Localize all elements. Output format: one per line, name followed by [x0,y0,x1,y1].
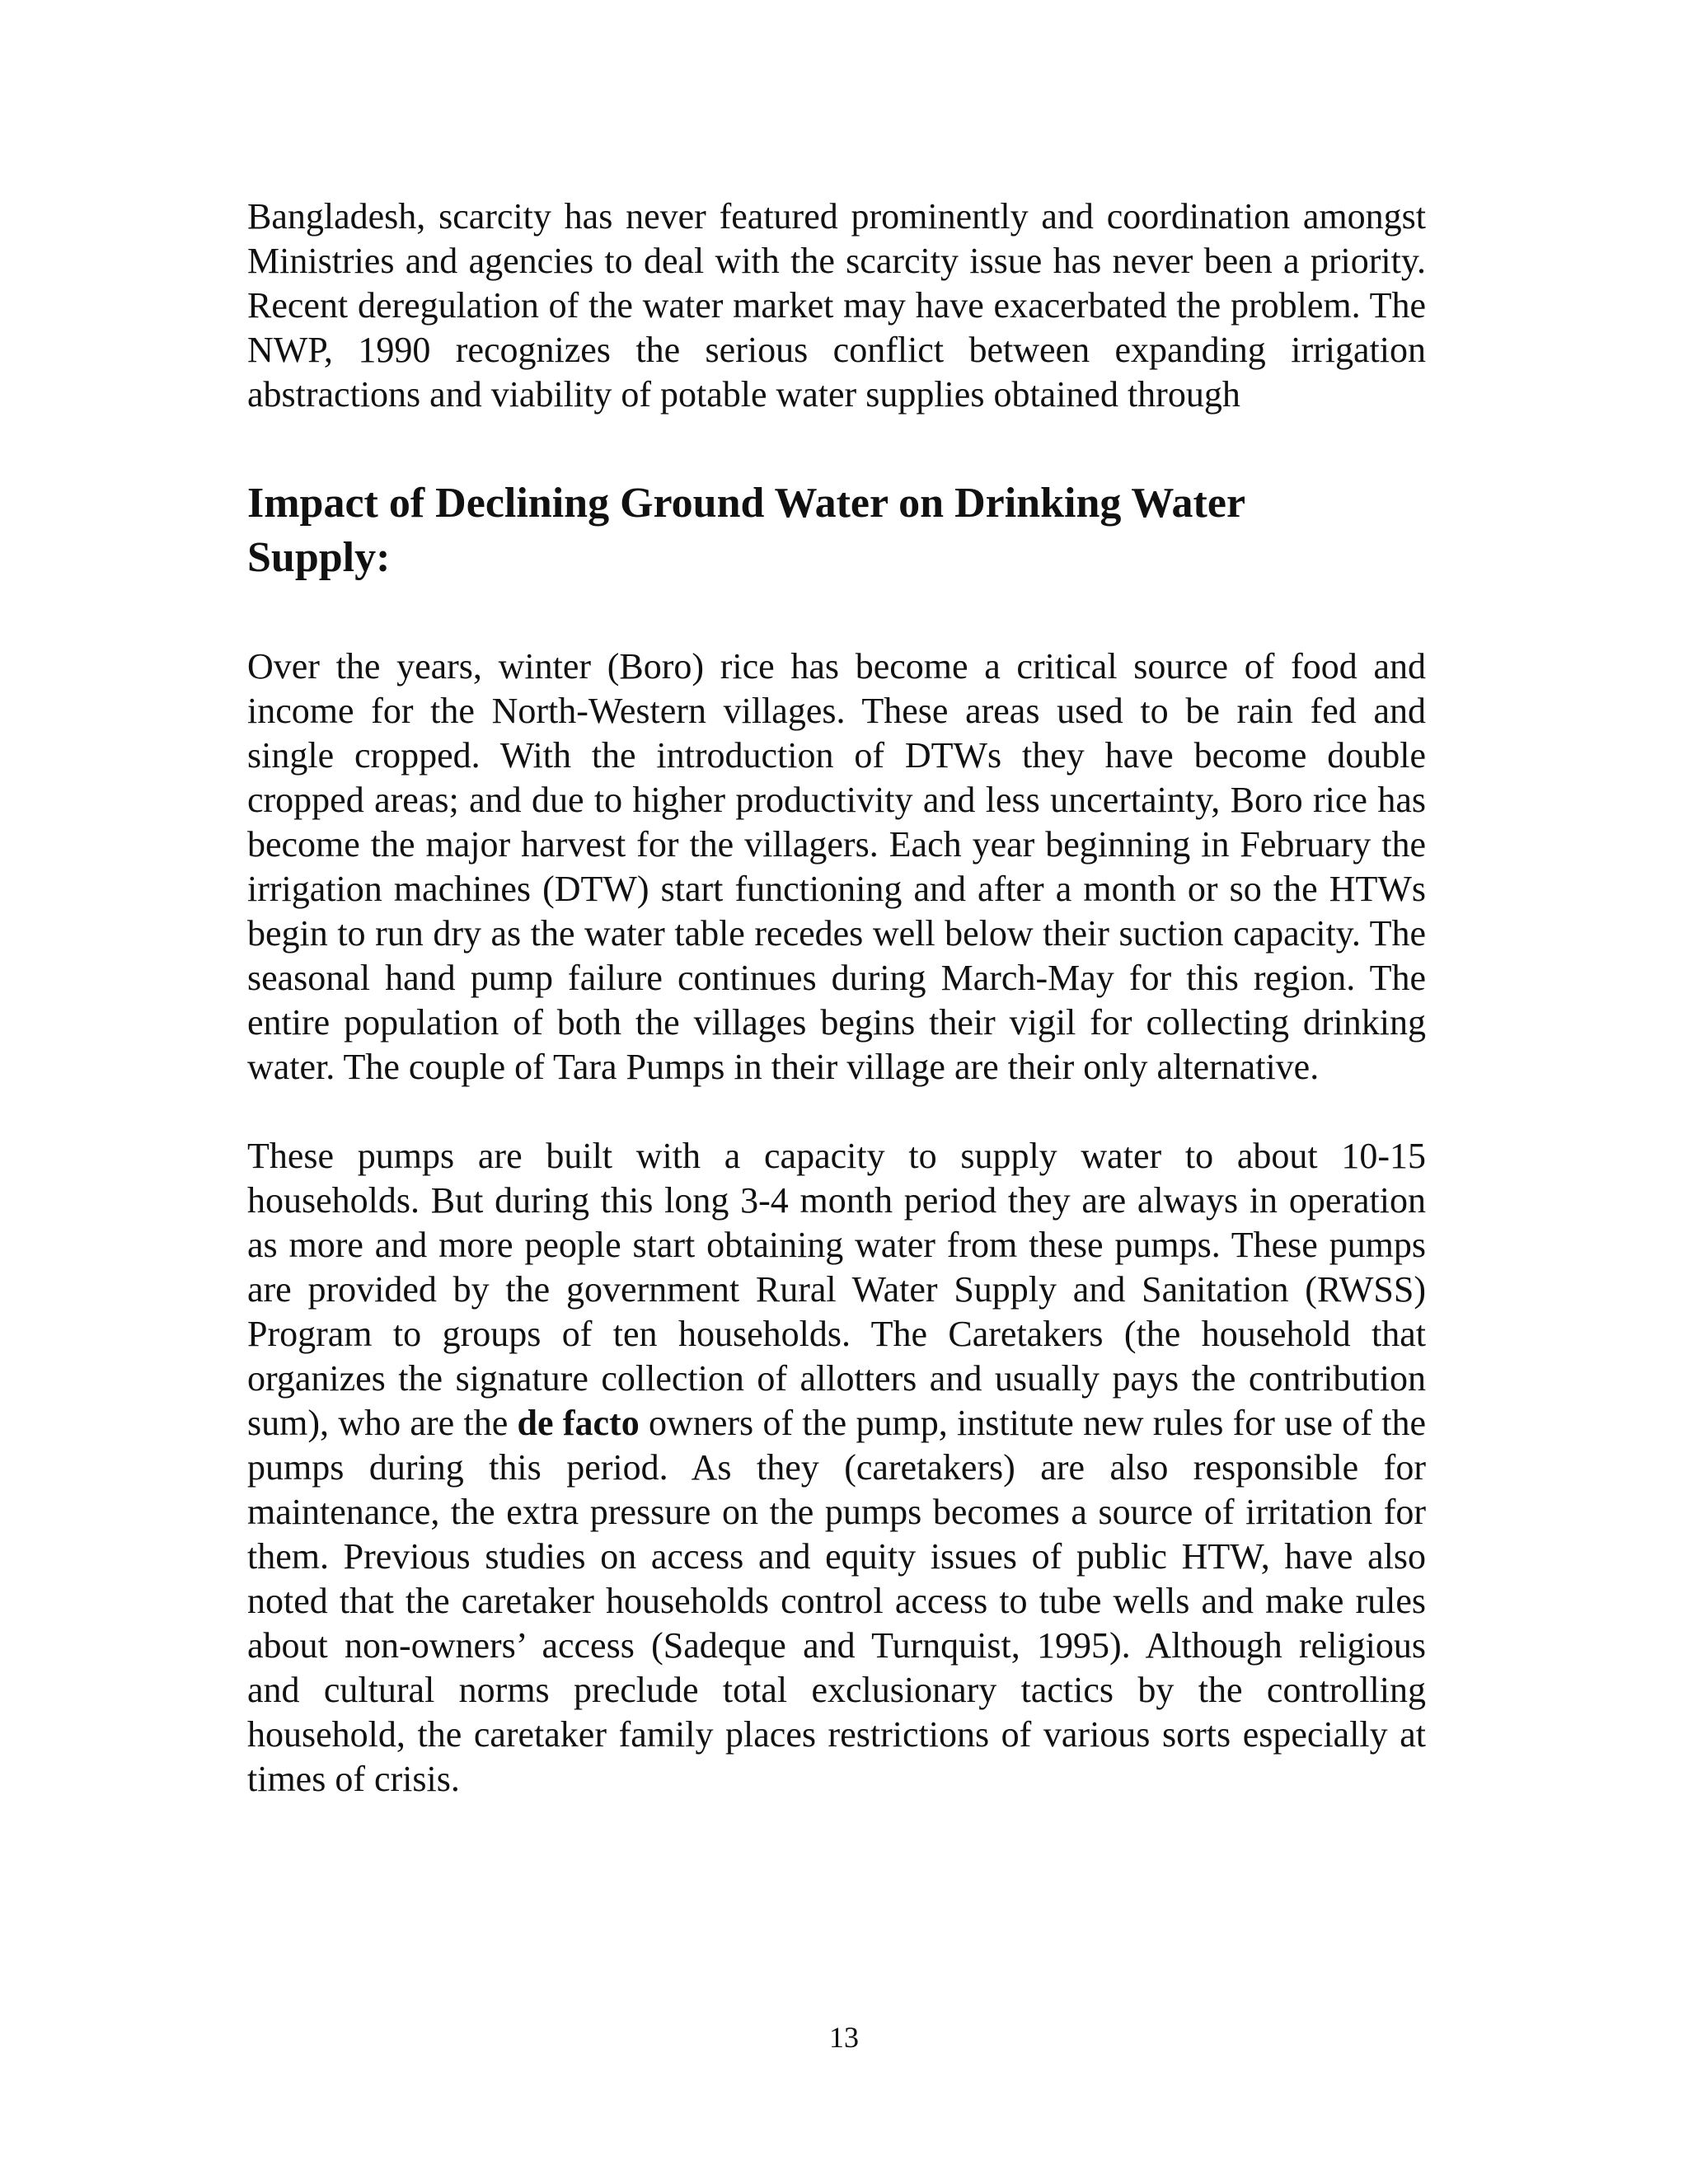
paragraph-spacer [247,1090,1426,1134]
boro-rice-paragraph: Over the years, winter (Boro) rice has become a critical source of food and income for the North-Western villages. These areas used to be rain fed and single cropped. With the introduction of DTWs they have become double cropped areas; and due to higher productivity and less uncertainty, Boro rice has become the major harvest for the villagers. Each year beginning in February the irrigation machines (DTW) start functioning and after a month or so the HTWs begin to run dry as the water table recedes well below their suction capacity. The seasonal hand pump failure continues during March-May for this region. The entire population of both the villages begins their vigil for collecting drinking water. The couple of Tara Pumps in their village are their only alternative. [247,646,1426,1087]
heading-spacer [247,585,1426,644]
section-heading: Impact of Declining Ground Water on Drinking Water Supply: [247,480,1245,581]
tara-pumps-paragraph [247,1134,1426,1802]
page-number: 13 [829,2021,859,2054]
page-content [247,194,1426,1802]
paragraph-text-after-emphasis: owners of the pump, institute new rules for use of the pumps during this period. As they (caretakers) are also responsible for maintenance, the extra pressure on the pumps becomes a source of irritation for them. Previous studies on access and equity issues of public HTW, have also noted that the caretaker households control access to tube wells and make rules about non-owners’ access (Sadeque and Turnquist, 1995). Although religious and cultural norms preclude total exclusionary tactics by the controlling household, the caretaker family places restrictions of various sorts especially at times of crisis. [247,1403,1426,1799]
intro-paragraph: Bangladesh, scarcity has never featured prominently and coordination amongst Ministries and agencies to deal with the scarcity issue has never been a priority. Recent deregulation of the water market may have exacerbated the problem. The NWP, 1990 recognizes the serious conflict between expanding irrigation abstractions and viability of potable water supplies obtained through [247,196,1426,415]
paragraph-text-before-emphasis: These pumps are built with a capacity to supply water to about 10-15 households. But during this long 3-4 month period they are always in operation as more and more people start obtaining water from these pumps. These pumps are provided by the government Rural Water Supply and Sanitation (RWSS) Program to groups of ten households. The Caretakers (the household that organizes the signature collection of allotters and usually pays the contribution sum), who are the [247,1136,1426,1443]
de-facto-emphasis: de facto [517,1403,640,1443]
